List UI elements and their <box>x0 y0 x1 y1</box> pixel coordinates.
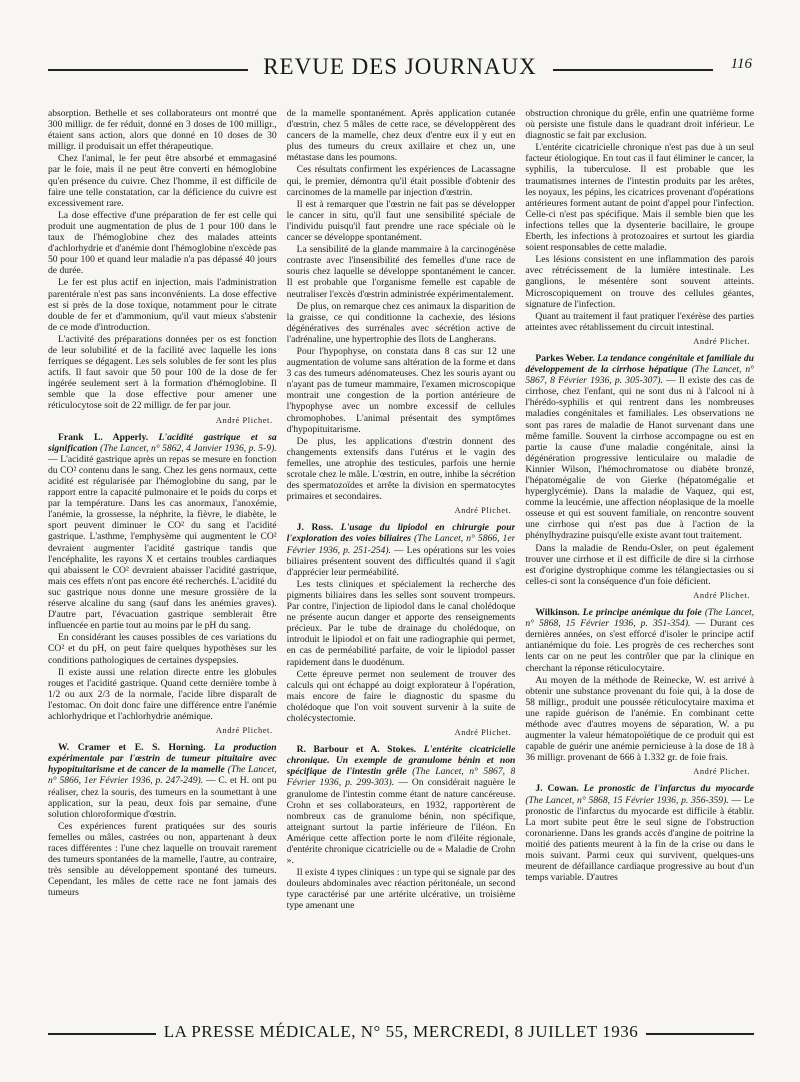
paragraph: Le fer est plus actif en injection, mais l'administration parentérale n'est pas sans inconvénients. La dose effective est si près de la dose toxique, notamment pour le citrate double de fer et d'ammonium, qu'il vaut mieux s'abstenir de ce mode d'introduction. <box>48 277 277 333</box>
article-apperly <box>48 432 277 632</box>
article-wilkinson <box>525 607 754 674</box>
paragraph: Il existe aussi une relation directe entre les globules rouges et l'acidité gastrique. Quand cette dernière tombe à 1/2 ou aux 2/3 de la normale, l'acide libre disparaît de l'estomac. On doit donc faire une différence entre l'anémie achlorhydrique et l'achlorhydrie anémique. <box>48 666 277 722</box>
paragraph: De plus, les applications d'œstrin donnent des changements extensifs dans l'utérus et le vagin des femelles, une atrophie des testicules, parfois une hernie scrotale chez le mâle. L'œstrin, en outre, inhibe la sécrétion des spermatozoïdes et arrête la division en spermatocytes primaires et secondaires. <box>286 435 516 503</box>
signature: André Plichet. <box>693 767 751 777</box>
paragraph: Cette épreuve permet non seulement de trouver des calculs qui ont échappé au doigt explorateur à l'opération, mais encore de faire le diagnostic du spasme du cholédoque que l'on voit souvent survenir à la suite de cholécystectomie. <box>286 668 516 724</box>
article-ross <box>287 522 516 577</box>
paragraph: Quant au traitement il faut pratiquer l'exérèse des parties atteintes avec rétablissement du circuit intestinal. <box>525 310 754 333</box>
article-barbour-stokes <box>287 744 516 866</box>
article-source: (The Lancet, n° 5868, 15 Février 1936, p. 351-354). <box>525 607 754 630</box>
paragraph: Les lésions consistent en une inflammation des parois avec rétrécissement de la lumière intestinale. Les ganglions, le mésentère sont souvent atteints. Microscopiquement on trouve des cellules géantes, signature de l'infection. <box>525 254 754 310</box>
page-number: 116 <box>725 56 752 73</box>
article-parkes-weber <box>525 353 754 542</box>
article-title: Le pronostic de l'infarctus du myocarde <box>583 783 754 795</box>
page-footer <box>48 1020 754 1050</box>
paragraph: La dose effective d'une préparation de fer est celle qui produit une augmentation de plus de 1 pour 100 dans le taux de l'hémoglobine chez des malades atteints d'achlorhydrie et d'anémie dont l'hémoglobine n'excède pas 50 pour 100 et quand leur maladie n'a pas dépassé 40 jours de durée. <box>48 209 277 277</box>
paragraph: L'activité des préparations données per os est fonction de leur solubilité et de la facilité avec laquelle les ions ferriques se dégagent. Les sels solubles de fer sont les plus actifs. Il faut savoir que 50 pour 100 de la dose de fer ingérée seulement sert à la formation d'hémoglobine. Il semble que la dose effective pour amener une réticulocytose soit de 22 milligr. de fer par jour. <box>48 333 277 412</box>
signature: André Plichet. <box>215 415 273 425</box>
article-source: (The Lancet, n° 5862, 4 Janvier 1936, p. 5-9). <box>100 442 277 454</box>
article-author: R. Barbour et A. Stokes. <box>296 744 417 756</box>
paragraph: Pour l'hypophyse, on constata dans 8 cas sur 12 une augmentation de volume sans altération de la forme et dans 3 cas des tumeurs adénomateuses. Chez les souris ayant ou n'ayant pas de tumeur mammaire, l'examen microscopique montrait une congestion de la portion antérieure de l'hypophyse avec un nombre excessif de cellules chromophobes. L'animal présentait des symptômes d'hypopituitarisme. <box>286 345 516 435</box>
article-cramer-horning <box>48 742 277 820</box>
article-body: — Les opérations sur les voies biliaires présentent souvent des difficultés quand il s'agit d'apprécier leur perméabilité. <box>286 544 516 578</box>
article-author: Frank L. Apperly. <box>58 431 149 443</box>
article-body: — Le pronostic de l'infarctus du myocarde est difficile à établir. La mort subite peut être le seul signe de l'obstruction coronarienne. Dans les grands accès d'angine de poitrine la moitié des patients meurent à la fin de la crise ou dans le mois suivant. Parmi ceux qui survivent, quelques-uns meurent de défaillance cardiaque progressive au bout d'un temps variable. D'autres <box>525 794 754 884</box>
column-3 <box>525 108 754 988</box>
paragraph: Chez l'animal, le fer peut être absorbé et emmagasiné par le foie, mais il ne peut être converti en hémoglobine qu'en présence du cuivre. Chez l'homme, il est difficile de faire une telle constatation, car la déficience du cuivre est excessivement rare. <box>48 153 277 209</box>
paragraph: absorption. Bethelle et ses collaborateurs ont montré que 300 milligr. de fer réduit, donné en 3 doses de 100 milligr., étaient sans action, alors que donné en 10 doses de 30 milligr. il produisait un effet thérapeutique. <box>48 108 277 153</box>
signature: André Plichet. <box>215 726 273 736</box>
article-title: L'acidité gastrique et sa signification <box>48 431 277 454</box>
article-title: L'entérite cicatricielle chronique. Un exemple de granulome bénin et non spécifique de l'intestin grêle <box>286 744 516 778</box>
paragraph: Au moyen de la méthode de Reinecke, W. est arrivé à obtenir une substance provenant du foie qui, à la dose de 58 milligr., produit une poussée réticulocytaire maxima et une rapide guérison de l'anémie. En combinant cette méthode avec d'autres moyens de séparation, W. a pu augmenter la valeur hématopoïétique de ce produit qui est capable de guérir une anémie pernicieuse à la dose de 18 à 36 milligr. provenant de 666 à 1.332 gr. de foie frais. <box>525 674 754 764</box>
paragraph: Les tests cliniques et spécialement la recherche des pigments biliaires dans les selles sont souvent trompeurs. Par contre, l'injection de lipiodol dans le canal cholédoque ne présente aucun danger et apporte des renseignements précieux. Par le tube de drainage du cholédoque, on introduit le lipiodol et on fait une radiographie qui permet, en cas de perméabilité parfaite, de voir le lipiodol passer rapidement dans le duodénum. <box>286 578 516 668</box>
article-body: — C. et H. ont pu réaliser, chez la souris, des tumeurs en la soumettant à une application, sur la peau, deux fois par semaine, d'une solution chloroformique d'œstrin. <box>48 775 277 820</box>
article-body: — L'acidité gastrique après un repas se mesure en fonction du CO² contenu dans le sang. Chez les gens normaux, cette acidité est régularisée par l'hémoglobine du sang, par le rapport entre la capacité pulmonaire et le poids du corps et par la température. Dans les cas anormaux, l'anoxémie, l'anémie, la grossesse, la néphrite, la fièvre, le diabète, le sport peuvent diminuer le CO² du sang et l'acidité gastrique. L'asthme, l'emphysème qui augmentent le CO² devraient augmenter l'acidité gastrique tandis que l'encéphalite, les rayons X et certains troubles cardiaques qui abaissent le CO² devraient abaisser l'acidité gastrique, mais ces effets n'ont pas encore été recherchés. L'acidité du suc gastrique nous donne une mesure grossière de la réserve alcaline du sang (sauf dans les anémies graves). D'autre part, l'évacuation gastrique semblerait être influencée en partie tout au moins par le pH du sang. <box>48 453 277 632</box>
article-title: La production expérimentale par l'œstrin de tumeur pituitaire avec hypopituitarisme et de cancer de la mamelle <box>48 742 277 776</box>
article-body: — Il existe des cas de cirrhose, chez l'enfant, qui ne sont dus ni à l'alcool ni à l'hérédo-syphilis et qui rentrent dans les nombreuses maladies congénitales et familiales. Les observations ne sont pas rares de maladie de Hanot survenant dans une même famille. Souvent la cirrhose accompagne ou est en partie la cause d'une maladie congénitale, ainsi la dégénération progressive lenticulaire ou maladie de Kinnier Wilson, l'hémochromatose ou diabète bronzé, l'hépatomégalie de von Gierke (hépatomégalie et hyperglycémie). Dans la maladie de Vaquez, qui est, comme la leucémie, une affection néoplasique de la moelle osseuse et qui est souvent familiale, on rencontre souvent une cirrhose qui n'est pas due à l'action de la phénylhydrazine puisqu'elle existe avant tout traitement. <box>525 375 754 542</box>
paragraph: Dans la maladie de Rendu-Osler, on peut également trouver une cirrhose et il est difficile de dire si la cirrhose est d'origine dystrophique comme les télangiectasies ou si celles-ci sont la conséquence d'un foie déficient. <box>525 542 754 587</box>
article-title: L'usage du lipiodol en chirurgie pour l'exploration des voies biliaires <box>286 522 516 545</box>
article-cowan <box>525 783 754 883</box>
article-body: — On considérait naguère le granulome de l'intestin comme étant de nature cancéreuse. Crohn et ses collaborateurs, en 1932, rapportèrent de nombreux cas de granulome bénin, non spécifique, atteignant surtout la partie inférieure de l'iléon. En Amérique cette affection porte le nom d'iléite régionale, d'entérite chronique cicatricielle ou de « Maladie de Crohn ». <box>286 777 516 867</box>
paragraph: Il existe 4 types cliniques : un type qui se signale par des douleurs abdominales avec réaction péritonéale, un second type caractérisé par une artérite ulcérative, un troisième type amenant une <box>286 867 516 912</box>
paragraph: Il est à remarquer que l'œstrin ne fait pas se développer le cancer in situ, qu'il faut une sensibilité spéciale de l'individu puisqu'il faut prendre une race spéciale où le cancer se développe spontanément. <box>286 198 516 244</box>
signature: André Plichet. <box>454 728 512 738</box>
article-author: J. Cowan. <box>535 783 579 795</box>
journal-section-title: REVUE DES JOURNAUX <box>48 54 752 80</box>
paragraph: de la mamelle spontanément. Après application cutanée d'œstrin, chez 5 mâles de cette race, se développèrent des cancers de la mamelle, chez deux d'entre eux il y eut en plus des tumeurs du creux axillaire et chez un, une métastase dans les poumons. <box>286 108 516 164</box>
paragraph: Ces résultats confirment les expériences de Lacassagne qui, le premier, démontra qu'il était possible d'obtenir des carcinomes de la mamelle par injection d'œstrin. <box>286 164 516 198</box>
page-header <box>48 52 752 92</box>
signature: André Plichet. <box>693 336 751 346</box>
article-title: Le principe anémique du foie <box>582 607 702 619</box>
article-author: W. Cramer et E. S. Horning. <box>58 742 206 754</box>
paragraph: La sensibilité de la glande mammaire à la carcinogénèse contraste avec l'insensibilité des femelles d'une race de souris chez laquelle se développe spontanément le cancer. Il est probable que l'organisme femelle est capable de neutraliser l'excès d'œstrin administrée expérimentalement. <box>286 244 516 300</box>
article-source: (The Lancet, n° 5868, 15 Février 1936, p. 356-359). <box>525 794 729 806</box>
signature: André Plichet. <box>454 506 512 516</box>
article-columns <box>48 108 754 988</box>
article-author: Parkes Weber. <box>535 352 595 364</box>
footer-publication-line: LA PRESSE MÉDICALE, N° 55, MERCREDI, 8 JUILLET 1936 <box>48 1022 754 1042</box>
article-source: (The Lancet, n° 5867, 8 Février 1936, p. 299-303). <box>286 766 516 789</box>
paragraph: L'entérite cicatricielle chronique n'est pas due à un seul facteur étiologique. En tout cas il faut éliminer le cancer, la syphilis, la tuberculose. Il est probable que les traumatismes internes de l'intestin produits par les arêtes, les noyaux, les pépins, les cicatrices provenant d'opérations antérieures forment autant de point d'appel pour l'infection. Celle-ci n'est pas spécifique. Mais il semble bien que les infections telles que la dysenterie bacillaire, le groupe Eberth, les infections à protozoaires et surtout les giardia soient responsables de cette maladie. <box>525 142 754 254</box>
article-author: Wilkinson. <box>535 607 580 619</box>
paragraph: Ces expériences furent pratiquées sur des souris femelles ou mâles, castrées ou non, appartenant à deux races différentes : l'une chez laquelle on trouvait rarement des tumeurs spontanées de la mamelle, l'autre, au contraire, très sensible au développement spontané des tumeurs. Cependant, les mâles de cette race ne font jamais des tumeurs <box>48 820 277 899</box>
paragraph: En considérant les causes possibles de ces variations du CO² et du pH, on peut faire quelques hypothèses sur les conditions pathologiques de certaines dyspepsies. <box>48 632 277 666</box>
column-2 <box>287 108 516 988</box>
article-source: (The Lancet, n° 5866, 1er Février 1936, p. 251-254). <box>286 533 516 556</box>
paragraph: De plus, on remarque chez ces animaux la disparition de la graisse, ce qui conditionne la cachexie, des lésions dégénératives des surrénales avec sécrétion active de l'adrénaline, une hypertrophie des îlots de Langherans. <box>286 300 516 345</box>
article-source: (The Lancet, n° 5866, 1er Février 1936, p. 247-249). <box>48 764 277 787</box>
article-author: J. Ross. <box>296 522 334 534</box>
article-source: (The Lancet, n° 5867, 8 Février 1936, p. 305-307). <box>525 364 754 387</box>
paragraph: obstruction chronique du grêle, enfin une quatrième forme où persiste une fistule dans le quadrant droit inférieur. Le diagnostic se fait par exclusion. <box>525 108 754 142</box>
article-title: La tendance congénitale et familiale du développement de la cirrhose hépatique <box>525 352 754 376</box>
article-body: — Durant ces dernières années, on s'est efforcé d'isoler le principe actif antianémique du foie. Les progrès de ces recherches sont lents car on ne peut les contrôler que par la clinique en cherchant la réponse réticulocytaire. <box>525 618 754 674</box>
column-1 <box>48 108 277 988</box>
signature: André Plichet. <box>693 590 751 600</box>
